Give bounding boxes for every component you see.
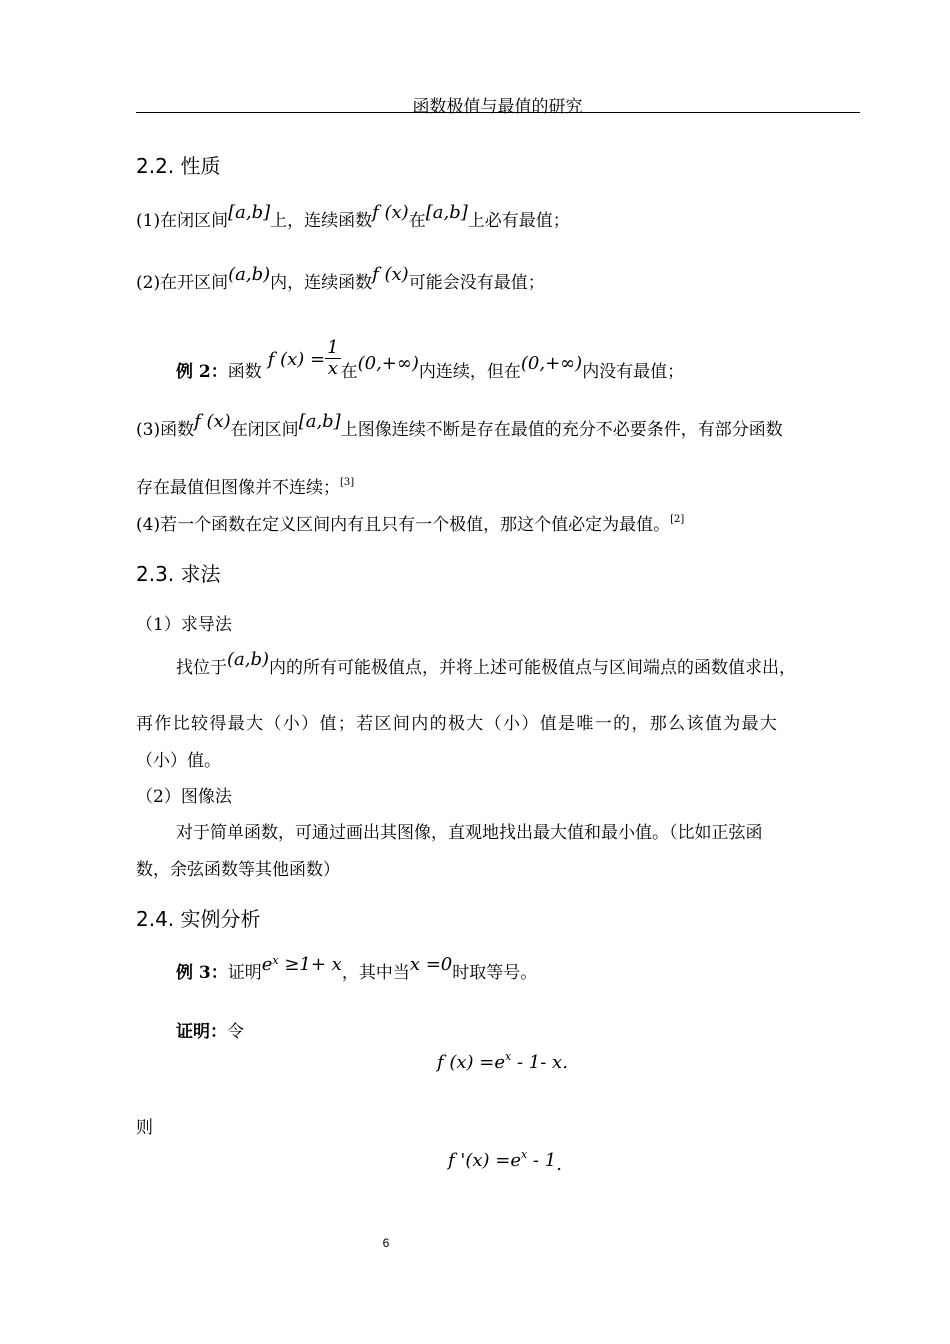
citation: [3] <box>340 477 355 488</box>
text: ，其中当 <box>341 963 410 983</box>
text: (3)函数 <box>136 420 195 440</box>
text: 证明 <box>227 963 262 983</box>
math-function: f (x) <box>372 202 409 223</box>
math-exponent: x <box>520 1148 528 1161</box>
math-interval: [a,b] <box>298 411 341 432</box>
running-header: 函数极值与最值的研究 <box>412 97 583 117</box>
math-interval: (0,+∞) <box>520 353 583 374</box>
section-heading-2-2: 2.2. 性质 <box>136 154 221 178</box>
equation-rhs: - 1 <box>527 1150 557 1171</box>
text: 可能会没有最值； <box>408 273 545 293</box>
math-interval: (a,b) <box>227 649 270 670</box>
method-2-title: （2）图像法 <box>136 787 232 807</box>
text: 内，连续函数 <box>270 273 373 293</box>
method-1-title: （1）求导法 <box>136 615 232 635</box>
equation-1 <box>437 1052 568 1073</box>
text: 在 <box>340 362 358 382</box>
page-number: 6 <box>382 1236 390 1250</box>
math-interval: (a,b) <box>228 264 271 285</box>
text: 时取等号。 <box>452 963 538 983</box>
math-function: f (x) <box>194 411 231 432</box>
math-function: f (x) <box>372 264 409 285</box>
example-label: 例 3： <box>176 963 228 983</box>
text: 在闭区间 <box>230 420 299 440</box>
method-1-line-2: 再作比较得最大（小）值；若区间内的极大（小）值是唯一的，那么该值为最大 <box>136 714 779 734</box>
text: 上必有最值； <box>467 211 570 231</box>
math-exp-base: e <box>261 954 273 975</box>
example-2 <box>176 337 685 393</box>
math-interval: [a,b] <box>425 202 468 223</box>
proof-intro <box>176 1017 244 1042</box>
section-heading-2-4: 2.4. 实例分析 <box>136 907 261 931</box>
text: 函数 <box>227 362 262 382</box>
method-2-line-2: 数，余弦函数等其他函数） <box>136 860 340 880</box>
math-inequality: ≥1+ x <box>278 954 342 975</box>
fraction <box>325 338 340 379</box>
property-2 <box>136 264 545 293</box>
example-3 <box>176 954 538 983</box>
proof-label: 证明： <box>176 1022 227 1042</box>
text: (2)在开区间 <box>136 273 229 293</box>
math-exponent: x <box>272 954 279 967</box>
property-1 <box>136 202 570 231</box>
equation-lhs: f (x) =e <box>437 1052 506 1073</box>
period: . <box>556 1154 562 1175</box>
fraction-denominator: x <box>327 358 338 379</box>
text: 令 <box>227 1022 244 1042</box>
math-condition: x =0 <box>409 954 453 975</box>
equation-rhs: - 1- x. <box>511 1052 568 1073</box>
header-rule <box>136 112 860 113</box>
example-label: 例 2： <box>176 362 228 382</box>
math-interval: [a,b] <box>228 202 271 223</box>
text: (1)在闭区间 <box>136 211 229 231</box>
text: 上图像连续不断是存在最值的充分不必要条件，有部分函数 <box>340 420 783 440</box>
math-exponent: x <box>505 1050 512 1063</box>
then-text: 则 <box>136 1118 153 1138</box>
property-4 <box>136 510 684 535</box>
citation: [2] <box>670 514 685 525</box>
equation-2 <box>448 1148 562 1175</box>
text: 内连续，但在 <box>418 362 521 382</box>
math-interval: (0,+∞) <box>357 353 419 374</box>
method-1-line-3: （小）值。 <box>136 751 221 771</box>
math-function: f (x) = <box>267 349 326 370</box>
equation-lhs: f '(x) =e <box>448 1150 521 1171</box>
text: 找位于 <box>176 658 227 678</box>
text: (4)若一个函数在定义区间内有且只有一个极值，那这个值必定为最值。 <box>136 515 671 535</box>
method-1-line-1 <box>176 649 797 678</box>
property-3 <box>136 411 783 440</box>
fraction-numerator: 1 <box>327 337 339 358</box>
text: 上，连续函数 <box>270 211 373 231</box>
text: 内没有最值； <box>582 362 685 382</box>
text: 在 <box>408 211 426 231</box>
property-3-cont <box>136 473 354 498</box>
method-2-line-1: 对于简单函数，可通过画出其图像，直观地找出最大值和最小值。（比如正弦函 <box>176 823 763 843</box>
text: 存在最值但图像并不连续； <box>136 478 340 498</box>
section-heading-2-3: 2.3. 求法 <box>136 562 221 586</box>
text: 内的所有可能极值点，并将上述可能极值点与区间端点的函数值求出， <box>269 658 797 678</box>
